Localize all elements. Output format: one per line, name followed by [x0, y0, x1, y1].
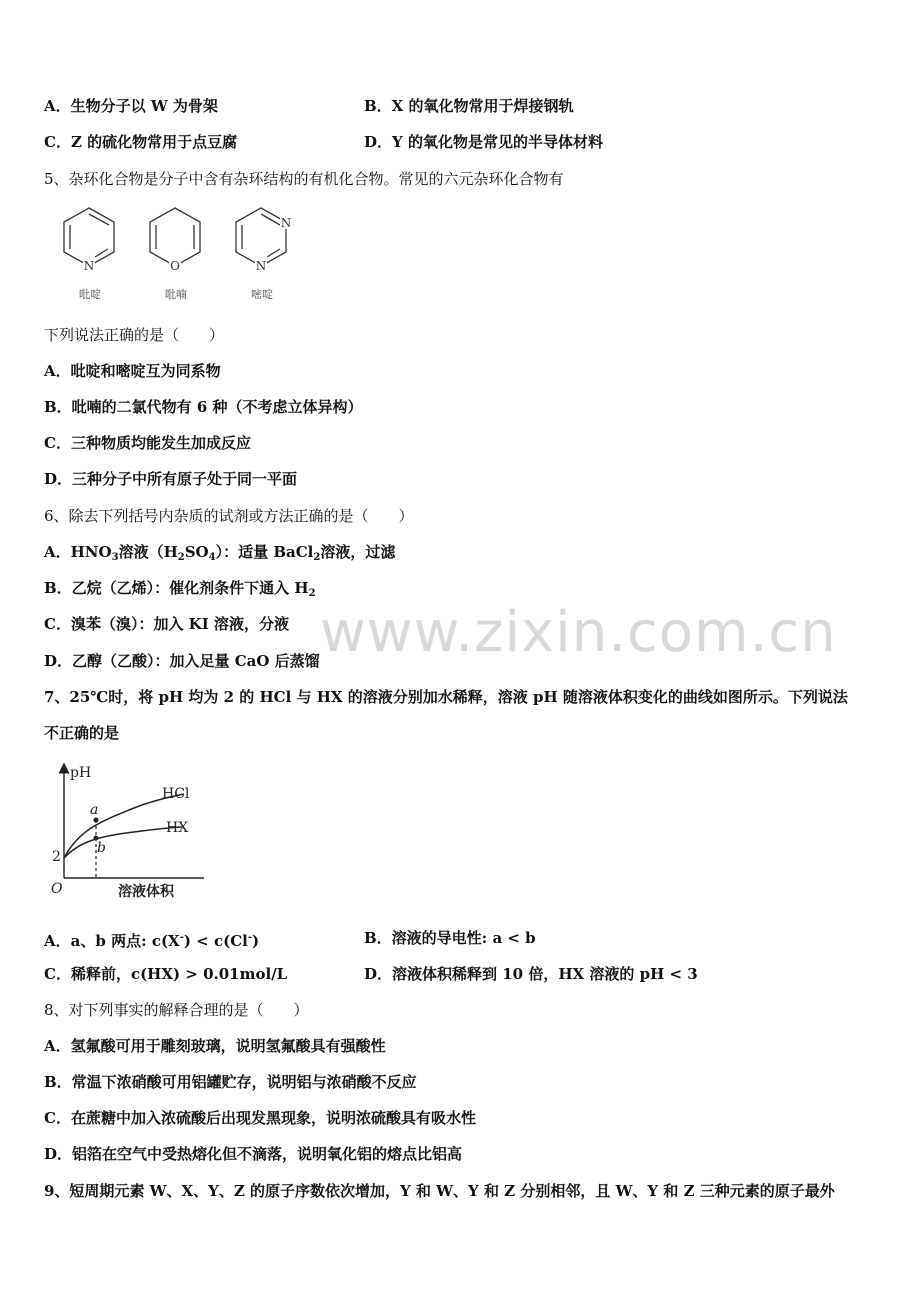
- q4-option-b: B．X 的氧化物常用于焊接钢轨: [364, 97, 574, 115]
- q8-option-b: B．常温下浓硝酸可用铝罐贮存，说明铝与浓硝酸不反应: [44, 1073, 417, 1091]
- q8-option-d: D．铝箔在空气中受热熔化但不滴落，说明氧化铝的熔点比铝高: [44, 1145, 463, 1163]
- pyrimidine-atom-bottom: N: [255, 259, 267, 273]
- q6-a-sub4: 2: [313, 552, 321, 563]
- q7-option-b: B．溶液的导电性: a < b: [364, 929, 536, 947]
- y-axis-label: pH: [70, 765, 92, 781]
- x-axis-label: 溶液体积: [118, 884, 174, 900]
- q8-option-a: A．氢氟酸可用于雕刻玻璃，说明氢氟酸具有强酸性: [44, 1037, 386, 1055]
- pyridine-structure: [64, 208, 114, 266]
- hx-label: HX: [166, 820, 189, 836]
- q7-option-a: [44, 928, 259, 951]
- q6-b-text: B．乙烷（乙烯）：催化剂条件下通入 H: [44, 579, 309, 597]
- ph-dilution-graph: [44, 760, 214, 908]
- q6-a-part3: SO: [184, 543, 209, 561]
- q7-a-part3: ): [252, 932, 260, 950]
- q7-option-d: D．溶液体积稀释到 10 倍，HX 溶液的 pH < 3: [364, 965, 698, 983]
- q4-option-a: A．生物分子以 W 为骨架: [44, 97, 218, 115]
- q7-a-sup1: -: [179, 932, 184, 943]
- q7-stem-line1: 7、25℃时，将 pH 均为 2 的 HCl 与 HX 的溶液分别加水稀释，溶液 pH 随溶液体积变化的曲线如图所示。下列说法: [44, 688, 848, 706]
- q5-option-a: A．吡啶和嘧啶互为同系物: [44, 362, 221, 380]
- q9-stem: 9、短周期元素 W、X、Y、Z 的原子序数依次增加，Y 和 W、Y 和 Z 分别相邻，且 W、Y 和 Z 三种元素的原子最外: [44, 1182, 835, 1200]
- pyrimidine-structure: [236, 208, 286, 266]
- q5-ask: 下列说法正确的是（ ）: [44, 326, 225, 344]
- q6-a-sub3: 4: [208, 552, 216, 563]
- pyran-atom: O: [170, 259, 180, 273]
- q7-a-part1: A．a、b 两点: c(X: [44, 932, 180, 950]
- y-tick-2: 2: [52, 849, 61, 865]
- pyridine-atom: N: [83, 259, 95, 273]
- watermark: www.zixin.com.cn: [320, 600, 837, 665]
- q5-stem: 5、杂环化合物是分子中含有杂环结构的有机化合物。常见的六元杂环化合物有: [44, 170, 564, 188]
- q6-a-part4: ）：适量 BaCl: [215, 543, 314, 561]
- q5-option-b: B．吡喃的二氯代物有 6 种（不考虑立体异构）: [44, 398, 363, 416]
- q7-a-sup2: -: [247, 932, 252, 943]
- origin-label: O: [51, 881, 63, 897]
- q5-option-c: C．三种物质均能发生加成反应: [44, 434, 251, 452]
- q6-option-c: C．溴苯（溴）：加入 KI 溶液，分液: [44, 615, 289, 633]
- pyrimidine-name: 嘧啶: [251, 288, 273, 301]
- pyran-name: 吡喃: [165, 288, 187, 301]
- q4-option-c: C．Z 的硫化物常用于点豆腐: [44, 133, 238, 151]
- q5-option-d: D．三种分子中所有原子处于同一平面: [44, 470, 298, 488]
- point-a: [94, 818, 99, 823]
- point-a-label: a: [90, 802, 99, 818]
- q7-stem-line2: 不正确的是: [44, 724, 120, 742]
- hx-curve: [64, 827, 182, 858]
- q6-option-d: D．乙醇（乙酸）：加入足量 CaO 后蒸馏: [44, 652, 320, 670]
- q6-a-part2: 溶液（H: [118, 543, 178, 561]
- pyrimidine-atom-right: N: [280, 216, 292, 230]
- q6-stem: 6、除去下列括号内杂质的试剂或方法正确的是（ ）: [44, 507, 414, 525]
- q6-a-part1: A．HNO: [44, 543, 112, 561]
- q8-option-c: C．在蔗糖中加入浓硫酸后出现发黑现象，说明浓硫酸具有吸水性: [44, 1109, 476, 1127]
- q6-option-a: [44, 542, 395, 568]
- heterocycle-structures: [44, 200, 304, 310]
- q4-option-d: D．Y 的氧化物是常见的半导体材料: [364, 133, 603, 151]
- q6-a-part5: 溶液，过滤: [320, 543, 396, 561]
- q6-option-b: [44, 578, 316, 604]
- pyran-structure: [150, 208, 200, 266]
- hcl-label: HCl: [162, 786, 190, 802]
- q6-a-sub1: 3: [111, 552, 119, 563]
- q6-a-sub2: 2: [177, 552, 185, 563]
- q6-b-sub: 2: [308, 588, 316, 599]
- point-b-label: b: [97, 840, 106, 856]
- q8-stem: 8、对下列事实的解释合理的是（ ）: [44, 1001, 309, 1019]
- pyridine-name: 吡啶: [79, 288, 101, 301]
- q7-option-c: C．稀释前，c(HX) > 0.01mol/L: [44, 965, 288, 983]
- q7-a-part2: ) < c(Cl: [183, 932, 248, 950]
